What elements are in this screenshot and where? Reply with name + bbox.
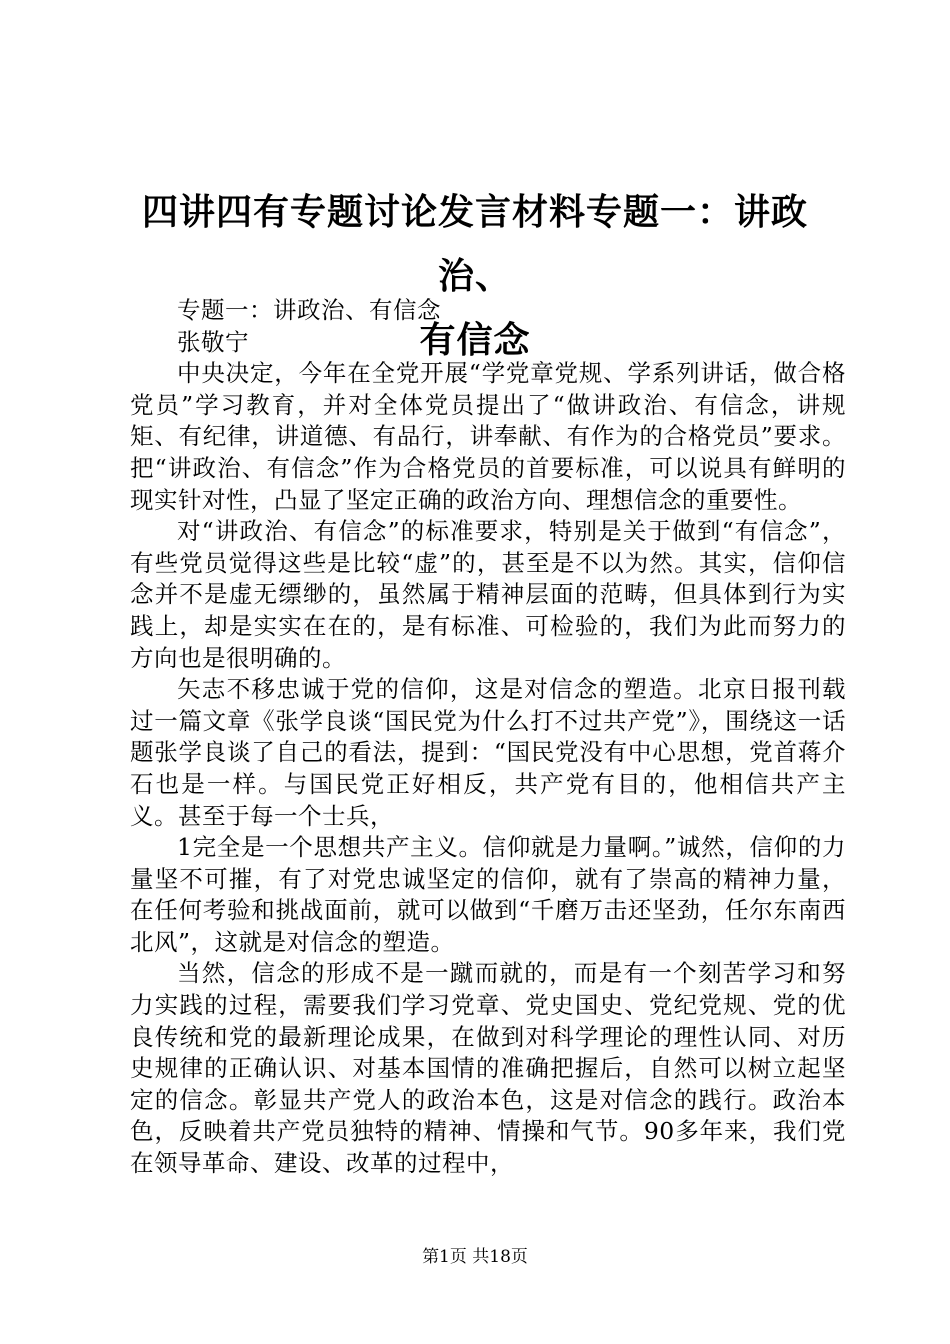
- paragraph-5: 当然，信念的形成不是一蹴而就的，而是有一个刻苦学习和努力实践的过程，需要我们学习党章、党史国史、党纪党规、党的优良传统和党的最新理论成果，在做到对科学理论的理性认同、对历史规律的正确认识、对基本国情的准确把握后，自然可以树立起坚定的信念。彰显共产党人的政治本色，这是对信念的践行。政治本色，反映着共产党员独特的精神、情操和气节。90多年来，我们党在领导革命、建设、改革的过程中，: [130, 959, 846, 1178]
- title-line-1: 四讲四有专题讨论发言材料专题一：讲政治、: [141, 191, 808, 297]
- title-line-2: 有信念: [419, 319, 531, 361]
- paragraph-3: 矢志不移忠诚于党的信仰，这是对信念的塑造。北京日报刊载过一篇文章《张学良谈“国民党为什么打不过共产党”》，围绕这一话题张学良谈了自己的看法，提到：“国民党没有中心思想，党首蒋介石也是一样。与国民党正好相反，共产党有目的，他相信共产主义。甚至于每一个士兵，: [130, 675, 846, 830]
- page-number: 第1页 共18页: [422, 1247, 528, 1267]
- page-footer: [0, 1245, 950, 1269]
- document-body: [130, 295, 846, 1180]
- author: 张敬宁: [177, 327, 249, 356]
- paragraph-1: 中央决定，今年在全党开展“学党章党规、学系列讲话，做合格党员”学习教育，并对全体党员提出了“做讲政治、有信念，讲规矩、有纪律，讲道德、有品行，讲奉献、有作为的合格党员”要求。把“讲政治、有信念”作为合格党员的首要标准，可以说具有鲜明的现实针对性，凸显了坚定正确的政治方向、理想信念的重要性。: [130, 359, 846, 514]
- paragraph-2: 对“讲政治、有信念”的标准要求，特别是关于做到“有信念”，有些党员觉得这些是比较“虚”的，甚至是不以为然。其实，信仰信念并不是虚无缥缈的，虽然属于精神层面的范畴，但具体到行为实践上，却是实实在在的，是有标准、可检验的，我们为此而努力的方向也是很明确的。: [130, 517, 846, 672]
- paragraph-4: 1完全是一个思想共产主义。信仰就是力量啊。”诚然，信仰的力量坚不可摧，有了对党忠诚坚定的信仰，就有了崇高的精神力量，在任何考验和挑战面前，就可以做到“千磨万击还坚劲，任尔东南西北风”，这就是对信念的塑造。: [130, 833, 846, 956]
- subtitle: 专题一：讲政治、有信念: [177, 296, 441, 324]
